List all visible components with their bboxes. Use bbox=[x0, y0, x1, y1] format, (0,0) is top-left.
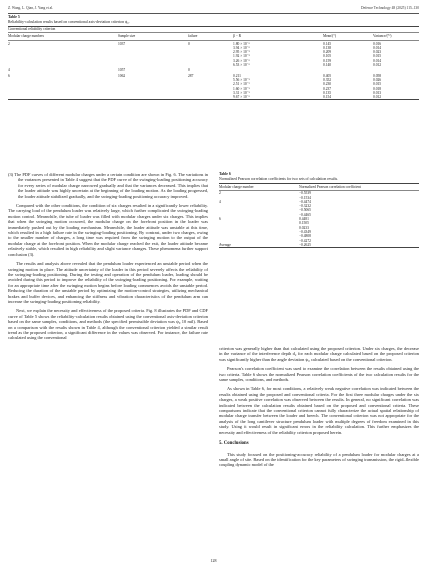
table6-value: −0.5539 bbox=[299, 191, 311, 196]
paragraph: The results and analysis above revealed that the pendulum loader experienced an unstable period when the swinging motion in place. The attitude uncertainty of the loader in this period severely affects the reliability of the swinging-loading positioning. During the testing and operation of the pendulum loader, loading should be avoided during this period to improve the reliability of the swinging-loading positioning. For example, waiting for an appropriate time after the swinging motion begins before loading commences avoids the unstable period. Reducing the duration of the unstable period by optimizing the motion-control strategies, utilizing mechanical brakes and buffer devices, and enhancing the stiffness and vibration characteristics of the pendulum arm can increase the swinging-loading positioning reliability. bbox=[8, 261, 208, 304]
table6-caption: Normalized Pearson correlation coefficients for two sets of calculation results. bbox=[219, 177, 339, 181]
table5-br: 5.56 × 10⁻³ bbox=[233, 77, 250, 82]
running-head-journal: Defence Technology 48 (2025) 115–130 bbox=[360, 6, 419, 10]
table5-var: 0.015 bbox=[373, 54, 382, 59]
table-row bbox=[219, 243, 419, 248]
table5-charge: 2 bbox=[8, 41, 10, 46]
table5-mean: 0.237 bbox=[323, 86, 332, 91]
table6 bbox=[219, 183, 419, 248]
table5-sample: 1062 bbox=[118, 73, 188, 100]
table6-value: 0.0233 bbox=[299, 225, 309, 230]
table5-br: 1.92 × 10⁻⁵ bbox=[233, 54, 250, 59]
table6-values bbox=[299, 217, 419, 243]
table6-caption-block bbox=[219, 172, 419, 182]
paragraph: Pearson's correlation coefficient was used to examine the correlation between the results obtained using the two criteria. Table 6 shows the normalized Pearson correlation coefficients of the two calculation results for the same samples, conditions, and methods. bbox=[219, 366, 419, 383]
list-item-3: (3) The PDF curves of different modular charges under a certain condition are shown in Fig. 6. The variations in the variances presented in Table 4 suggest that the PDF curve of the swinging-loading positioning accuracy for every series of modular charge narrowed gradually and that the variances decreased. This implies that the loader attitude was highly uncertain at the beginning of the loading motion. As the loading progressed, the loader attitude stabilized gradually, and the swinging-loading positioning accuracy improved. bbox=[8, 172, 208, 199]
table5-mean: 0.145 bbox=[323, 41, 332, 46]
paragraph: Next, we explain the necessity and effectiveness of the proposed criteria. Fig. 8 illustrates the PDF and CDF curve of Table 5 shows the reliability-calculation results obtained using the conventional axis-deviation criterion based on the same samples, conditions, and methods (the specified permissible deviation was ψ₀ 10 mil). Based on a comparison with the results shown in Table 4, although the conventional criterion yielded a similar result trend as the proposed criterion, a significant difference in the values was observed. For instance, the failure rate calculated using the conventional bbox=[8, 308, 208, 341]
table5-col-beta-r: β − R bbox=[233, 33, 323, 40]
table5-mean-stack bbox=[323, 73, 373, 100]
table6-value: 0.4481 bbox=[299, 217, 309, 222]
table5-mean-stack bbox=[323, 40, 373, 67]
paragraph: criterion was generally higher than that calculated using the proposed criterion. Under six charges, the decrease in the variance of the interference depth d₂ for each modular charge calculated based on the proposed criterion was significantly higher than the angle deviation ψ₀ calculated based on the conventional criterion. bbox=[219, 346, 419, 362]
section-title-conclusions: 5. Conclusions bbox=[219, 441, 249, 447]
table5-br: 3.26 × 10⁻⁶ bbox=[233, 58, 250, 63]
table5-br: 2.51 × 10⁻² bbox=[233, 82, 250, 87]
table5-var: 0.058 bbox=[373, 73, 382, 78]
table5-mean: 0.159 bbox=[323, 58, 332, 63]
table5-var: 0.013 bbox=[373, 90, 382, 95]
table-row bbox=[219, 217, 419, 243]
table6-value: −0.4808 bbox=[299, 234, 311, 239]
table5-br: 1.60 × 10⁻³ bbox=[233, 86, 250, 91]
table5-failure: 0 bbox=[188, 41, 190, 46]
table5-mean: 0.405 bbox=[323, 73, 332, 78]
table5-label: Table 5 bbox=[8, 15, 20, 19]
table5-col-sample: Sample size bbox=[118, 33, 188, 40]
table5-mean: 0.352 bbox=[323, 77, 332, 82]
page-number: 128 bbox=[210, 558, 217, 563]
table5-mean: 0.154 bbox=[323, 95, 332, 100]
table6-header-row bbox=[219, 184, 419, 191]
table5-mean: 0.230 bbox=[323, 82, 332, 87]
table5-col-charge: Modular charge numbers bbox=[8, 33, 118, 40]
table6-value: −0.3232 bbox=[299, 204, 311, 209]
table5-var: 0.012 bbox=[373, 63, 382, 68]
table-row bbox=[219, 200, 419, 217]
table6-values bbox=[299, 191, 419, 200]
table5-mean: 0.140 bbox=[323, 63, 332, 68]
table6-charge: 2 bbox=[219, 191, 221, 196]
table5-br: 0.211 bbox=[233, 73, 241, 78]
table5-col-variance: Variance/(°²) bbox=[373, 33, 419, 40]
table5-failure: 287 bbox=[188, 73, 233, 100]
table-row bbox=[8, 73, 419, 100]
table6-value: −0.5065 bbox=[299, 208, 311, 213]
table5-mean: 0.138 bbox=[323, 45, 332, 50]
table5-br-stack bbox=[233, 40, 323, 67]
paragraph: This study focused on the positioning-accuracy reliability of a pendulum loader for modular charges at a small angle of site. Based on the identification for the key parameters of swinging transmission, the rigid–flexible coupling dynamic model of the bbox=[219, 451, 419, 468]
table5-charge: 6 bbox=[8, 73, 118, 100]
paragraph: Compared with the other conditions, the condition of six charges resulted in a significantly lower reliability. The carrying load of the pendulum loader was relatively large, which further complicated the swinging-loading motion control. Meanwhile, the tube of loader was filled with modular charges under six charges. This implies that when the swinging motion occurred, the modular charge on the forefront position in the loader was immediately pushed out by the loading mechanism. Meanwhile, the loader attitude was unstable at this time, which resulted in a high failure rate in the swinging-loading positioning. By contrast, under two charges, owing to the smaller number of charges, a long time was required from the swinging motion to the output of the modular charge at the forefront position. When the modular charge reached the exit, the loader attitude became relatively stable, which resulted in high reliability and slight variance changes. These phenomena further support conclusion (3). bbox=[8, 203, 208, 257]
header-rule bbox=[8, 13, 419, 14]
table5-failure: 0 bbox=[188, 68, 190, 73]
table5-var: 0.023 bbox=[373, 50, 382, 55]
table5-caption-block bbox=[8, 15, 419, 25]
running-head-authors: Z. Wang, L. Qian, J. Yang et al. bbox=[8, 6, 54, 10]
table-row bbox=[8, 40, 419, 67]
right-column bbox=[219, 346, 419, 472]
table5-br: 1.80 × 10⁻⁶ bbox=[233, 41, 250, 46]
table5-sample: 1057 bbox=[118, 68, 126, 73]
table6-value: −0.1534 bbox=[299, 195, 311, 200]
table5-header-row bbox=[8, 33, 419, 40]
table5-br: 6.53 × 10⁻⁶ bbox=[233, 63, 250, 68]
table5-br: 9.67 × 10⁻⁶ bbox=[233, 95, 250, 100]
table5-mean: 0.105 bbox=[323, 54, 332, 59]
table6-value: −0.4349 bbox=[299, 229, 311, 234]
table5-var: 0.015 bbox=[373, 82, 382, 87]
table5-var: 0.018 bbox=[373, 86, 382, 91]
table5-var-stack bbox=[373, 40, 419, 67]
table6-col-charge: Modular charge number bbox=[219, 184, 299, 191]
table5-col-failure: failure bbox=[188, 33, 233, 40]
table5-var: 0.016 bbox=[373, 41, 382, 46]
left-column bbox=[8, 172, 208, 345]
table5-var: 0.012 bbox=[373, 95, 382, 100]
table6-value: −0.4272 bbox=[299, 238, 311, 243]
paragraph: As shown in Table 6, for most conditions, a relatively weak negative correlation was indicated between the results obtained using the proposed and conventional criteria. For the first three modular charges under the six charges, a weak positive correlation was observed between the results. In general, no significant correlation was indicated between the calculation results obtained based on the proposed and conventional criteria. These comparisons indicate that the conventional criterion cannot fully characterize the actual spatial relationship of modular charge transfer between the loader and breech. The conventional criterion was not appropriate for the analysis of the long cantilever structure pendulum loader with multiple degrees of freedom examined in this study. Using it would result in significant errors in the reliability calculation. This further emphasizes the necessity and effectiveness of the reliability criterion proposed herein. bbox=[219, 386, 419, 435]
table6-charge: Average bbox=[219, 243, 299, 248]
table6-charge: 6 bbox=[219, 217, 221, 222]
table6-value: −0.4465 bbox=[299, 212, 311, 217]
table6-values bbox=[299, 200, 419, 217]
table5-caption: Reliability-calculation results based on conventional axis-deviation criterion ψ₀. bbox=[8, 20, 130, 24]
table5-col-mean: Mean/(°) bbox=[323, 33, 373, 40]
table6-values bbox=[299, 243, 419, 248]
table6-charge: 4 bbox=[219, 199, 221, 204]
table5-var-stack bbox=[373, 73, 419, 100]
table6-label: Table 6 bbox=[219, 172, 231, 176]
table6-value: −0.2625 bbox=[299, 242, 311, 247]
table5-subheader: Conventional reliability criterion bbox=[8, 27, 419, 33]
table5-br: 3.31 × 10⁻³ bbox=[233, 90, 250, 95]
table-row bbox=[219, 191, 419, 200]
table5-sample: 1037 bbox=[118, 41, 126, 46]
table6-value: −0.4474 bbox=[299, 199, 311, 204]
table5 bbox=[8, 26, 419, 100]
running-head bbox=[8, 6, 419, 10]
table6-value: 0.1505 bbox=[299, 221, 309, 226]
table5-br: 2.95 × 10⁻⁵ bbox=[233, 50, 250, 55]
table5-var: 0.014 bbox=[373, 45, 382, 50]
table5-var: 0.014 bbox=[373, 58, 382, 63]
table5-br: 3.94 × 10⁻⁶ bbox=[233, 45, 250, 50]
table5-mean: 0.209 bbox=[323, 50, 332, 55]
table5-br-stack bbox=[233, 73, 323, 100]
table5-mean: 0.135 bbox=[323, 90, 332, 95]
table6-col-coefficient: Normalized Pearson correlation coefficient bbox=[299, 184, 419, 191]
table5-charge: 4 bbox=[8, 68, 10, 73]
table5-var: 0.026 bbox=[373, 77, 382, 82]
